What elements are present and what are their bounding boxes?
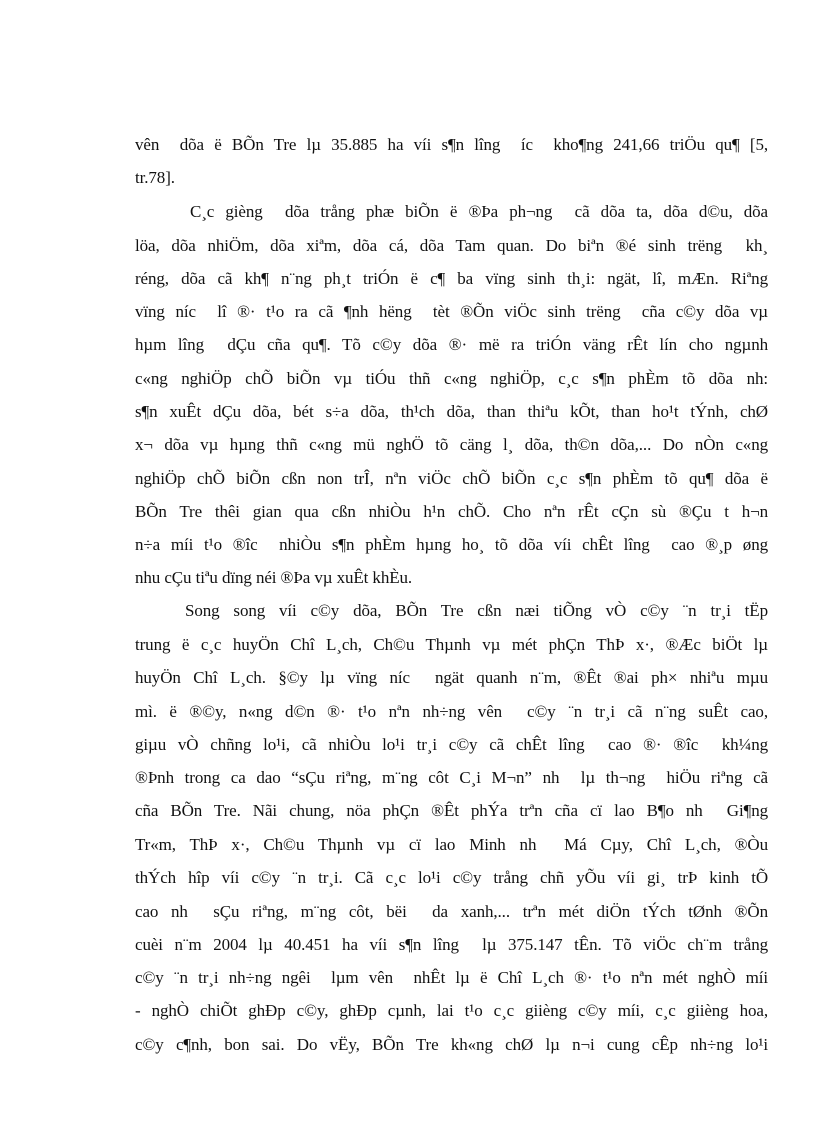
text-line: BÕn Tre thêi gian qua cßn nhiÒu h¹n chÕ. Cho nªn rÊt cÇn sù ®Çu t h¬n bbox=[135, 502, 768, 521]
text-line: réng, dõa cã kh¶ n¨ng ph¸t triÓn ë c¶ ba vïng sinh th¸i: ngät, lî, mÆn. Riªng bbox=[135, 269, 768, 288]
text-line: hµm lîng dÇu cña qu¶. Tõ c©y dõa ®· më ra triÓn väng rÊt lín cho ngµnh bbox=[135, 335, 768, 354]
text-line: C¸c gièng dõa trång phæ biÕn ë ®Þa ph¬ng cã dõa ta, dõa d©u, dõa bbox=[190, 202, 768, 221]
text-line: x¬ dõa vµ hµng thñ c«ng mü nghÖ tõ cäng l¸ dõa, th©n dõa,... Do nÒn c«ng bbox=[135, 435, 768, 454]
text-line: trung ë c¸c huyÖn Chî L¸ch, Ch©u Thµnh vµ mét phÇn ThÞ x·, ®Æc biÖt lµ bbox=[135, 635, 768, 654]
text-line: huyÖn Chî L¸ch. §©y lµ vïng níc ngät quanh n¨m, ®Êt ®ai ph× nhiªu mµu bbox=[135, 668, 768, 687]
text-line: thÝch hîp víi c©y ¨n tr¸i. Cã c¸c lo¹i c©y trång chñ yÕu víi gi¸ trÞ kinh tÕ bbox=[135, 868, 768, 887]
text-line: mì. ë ®©y, n«ng d©n ®· t¹o nªn nh÷ng vên c©y ¨n tr¸i cã n¨ng suÊt cao, bbox=[135, 702, 768, 721]
text-line: vïng níc lî ®· t¹o ra cã ¶nh hëng tèt ®Õn viÖc sinh trëng cña c©y dõa vµ bbox=[135, 302, 768, 321]
text-line: s¶n xuÊt dÇu dõa, bét s÷a dõa, th¹ch dõa, than thiªu kÕt, than ho¹t tÝnh, chØ bbox=[135, 402, 768, 421]
text-line: vên dõa ë BÕn Tre lµ 35.885 ha víi s¶n lîng íc kho¶ng 241,66 triÖu qu¶ [5, bbox=[135, 135, 768, 154]
text-line: nghiÖp chÕ biÕn cßn non trÎ, nªn viÖc chÕ biÕn c¸c s¶n phÈm tõ qu¶ dõa ë bbox=[135, 469, 768, 488]
text-line: c©y ¨n tr¸i nh÷ng ngêi lµm vên nhÊt lµ ë Chî L¸ch ®· t¹o nªn mét nghÒ míi bbox=[135, 968, 768, 987]
text-line: löa, dõa nhiÖm, dõa xiªm, dõa cá, dõa Tam quan. Do biªn ®é sinh trëng kh¸ bbox=[135, 236, 768, 255]
text-line: - nghÒ chiÕt ghÐp c©y, ghÐp cµnh, lai t¹o c¸c giièng c©y míi, c¸c giièng hoa, bbox=[135, 1001, 768, 1020]
text-line: c«ng nghiÖp chÕ biÕn vµ tiÓu thñ c«ng nghiÖp, c¸c s¶n phÈm tõ dõa nh: bbox=[135, 369, 768, 388]
text-line: n÷a míi t¹o ®îc nhiÒu s¶n phÈm hµng ho¸ tõ dõa víi chÊt lîng cao ®¸p øng bbox=[135, 535, 768, 554]
text-line: cao nh sÇu riªng, m¨ng côt, bëi da xanh,... trªn mét diÖn tÝch tØnh ®Õn bbox=[135, 902, 768, 921]
text-line: tr.78]. bbox=[135, 168, 175, 187]
text-line: Tr«m, ThÞ x·, Ch©u Thµnh vµ cï lao Minh nh Má Cµy, Chî L¸ch, ®Òu bbox=[135, 835, 768, 854]
text-line: giµu vÒ chñng lo¹i, cã nhiÒu lo¹i tr¸i c©y cã chÊt lîng cao ®· ®îc kh¼ng bbox=[135, 735, 768, 754]
text-line: ®Þnh trong ca dao “sÇu riªng, m¨ng côt C¸i M¬n” nh lµ th¬ng hiÖu riªng cã bbox=[135, 768, 768, 787]
text-line: c©y c¶nh, bon sai. Do vËy, BÕn Tre kh«ng chØ lµ n¬i cung cÊp nh÷ng lo¹i bbox=[135, 1035, 768, 1054]
text-line: cña BÕn Tre. Nãi chung, nöa phÇn ®Êt phÝa trªn cña cï lao B¶o nh Gi¶ng bbox=[135, 801, 768, 820]
text-line: cuèi n¨m 2004 lµ 40.451 ha víi s¶n lîng lµ 375.147 tÊn. Tõ viÖc ch¨m trång bbox=[135, 935, 768, 954]
text-line: nhu cÇu tiªu dïng néi ®Þa vµ xuÊt khÈu. bbox=[135, 568, 413, 587]
text-line: Song song víi c©y dõa, BÕn Tre cßn næi tiÕng vÒ c©y ¨n tr¸i tËp bbox=[185, 601, 768, 620]
